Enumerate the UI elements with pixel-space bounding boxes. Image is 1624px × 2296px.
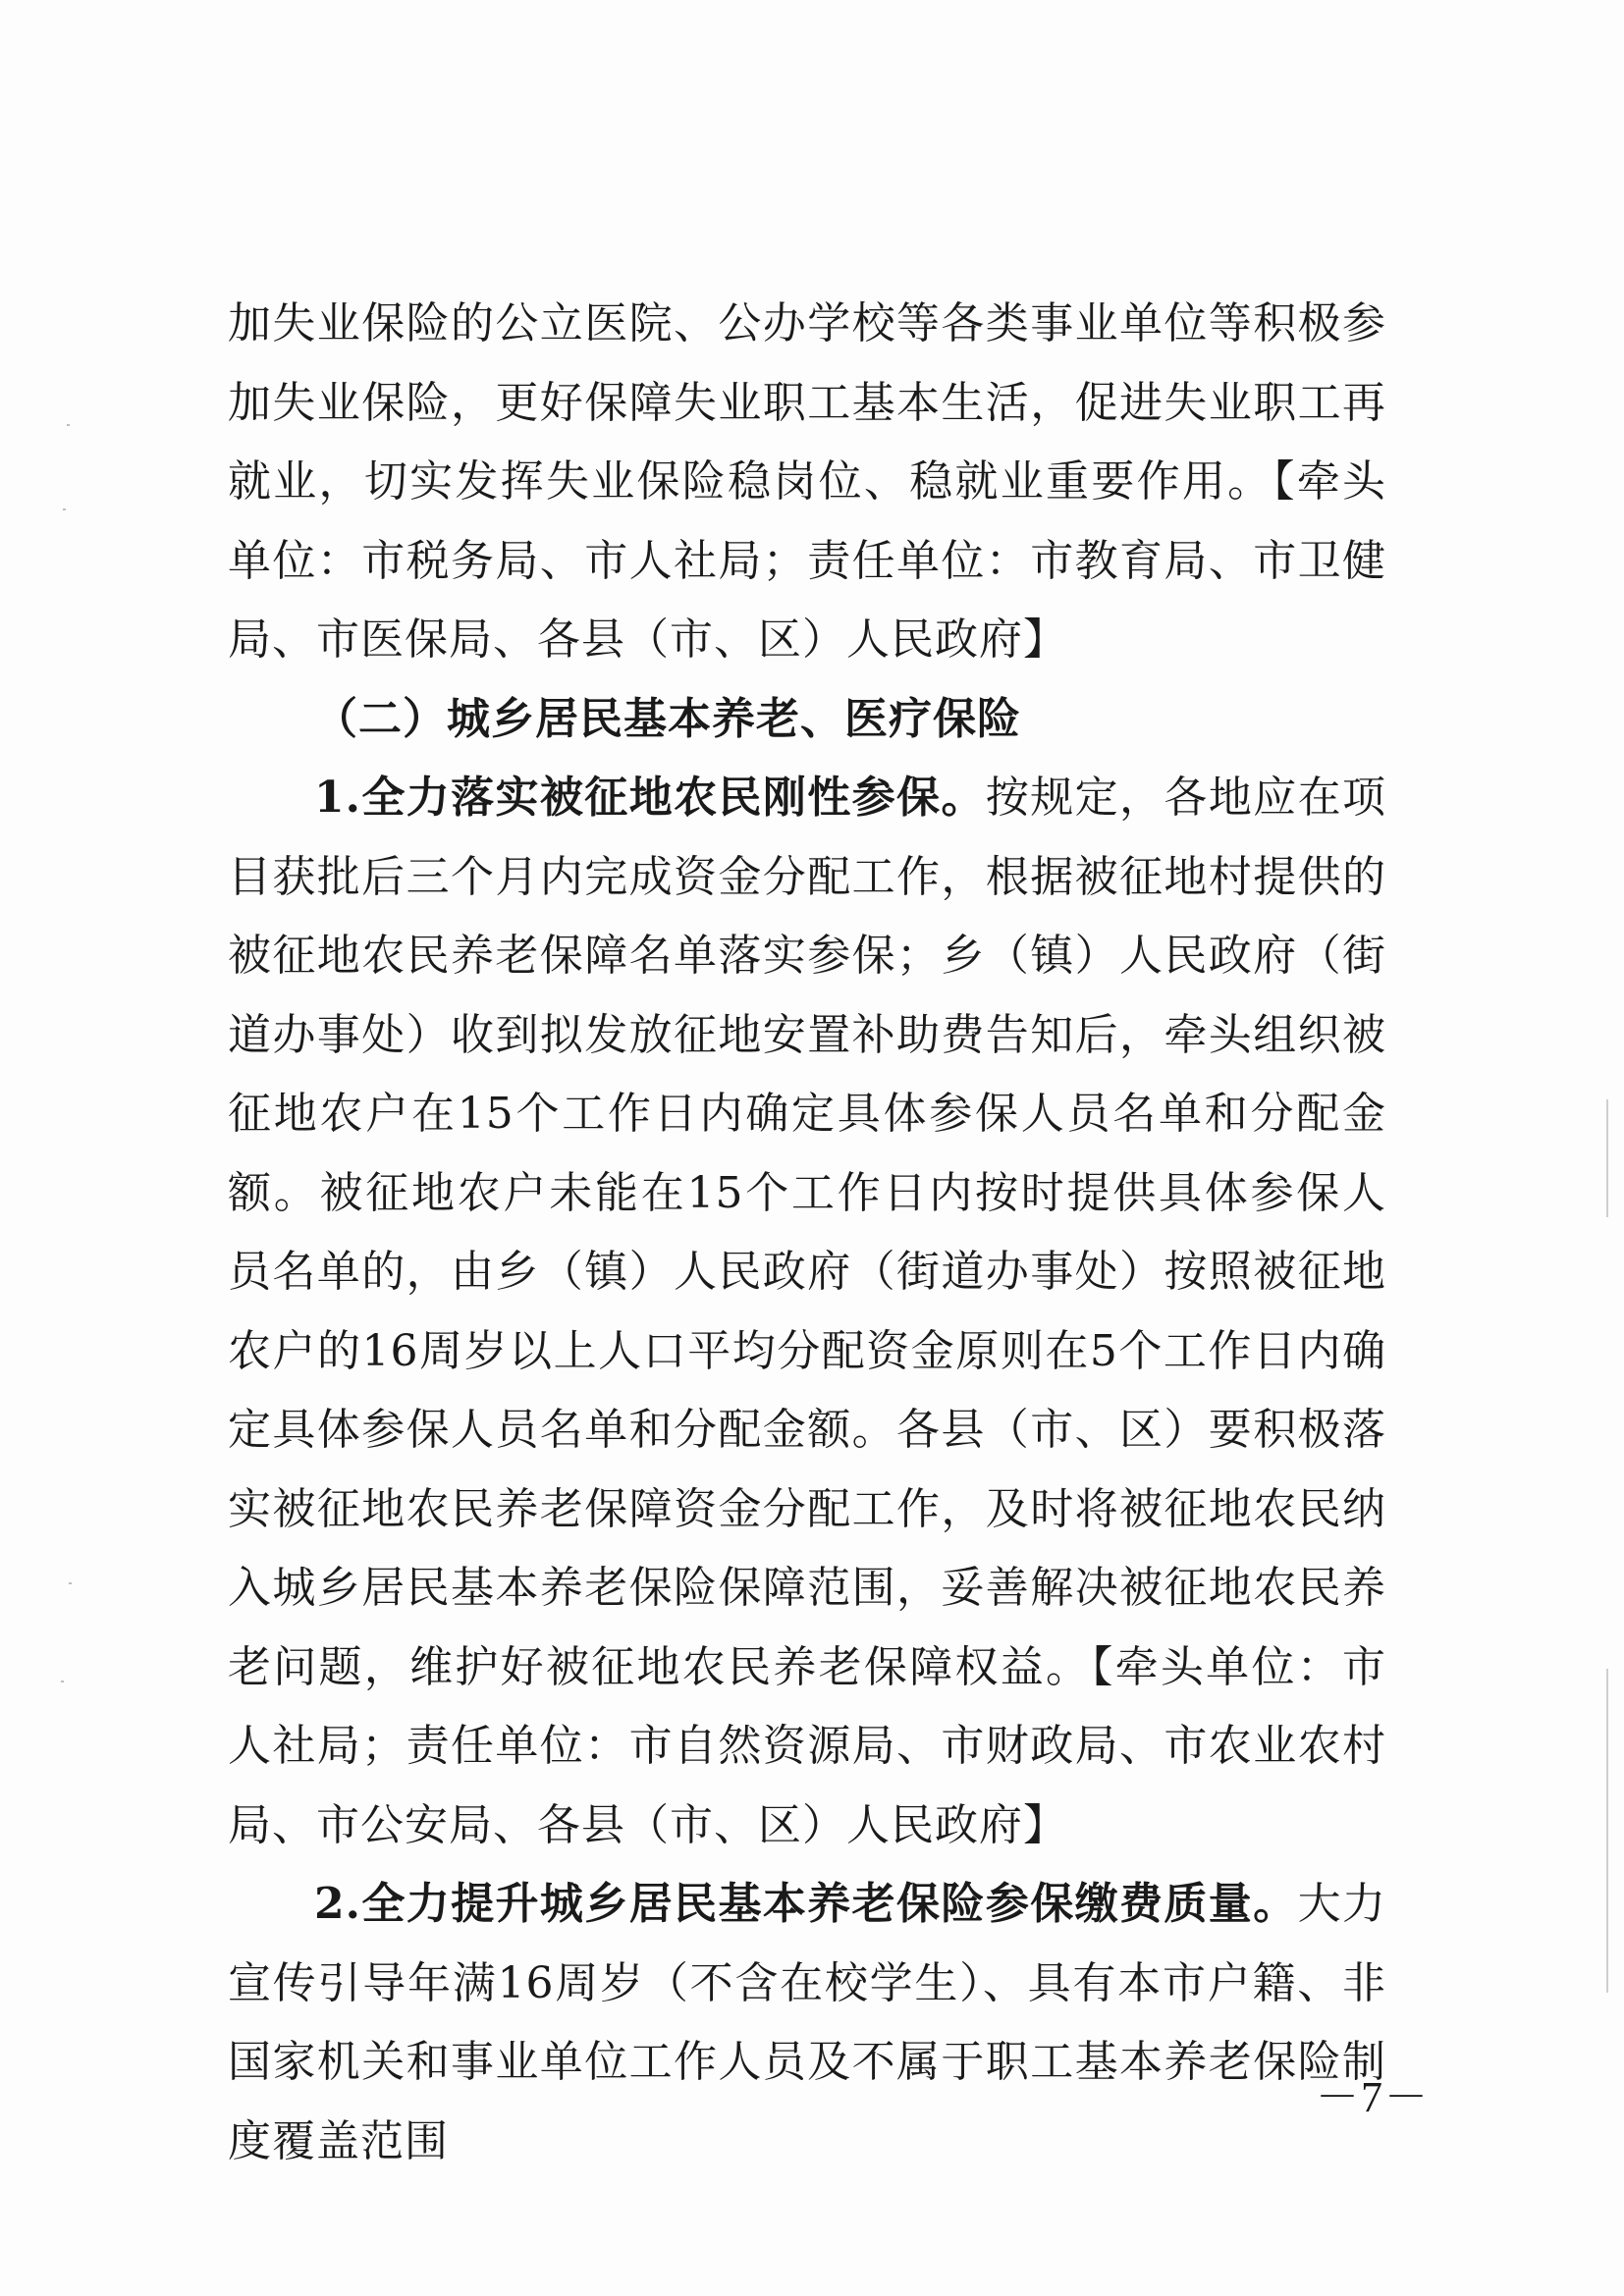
item-2-paragraph [228,1865,1386,2181]
item-1-lead: 1.全力落实被征地农民刚性参保。 [314,773,986,823]
scan-speck [63,508,66,510]
item-1-body: 按规定，各地应在项目获批后三个月内完成资金分配工作，根据被征地村提供的被征地农民养老保障名单落实参保；乡（镇）人民政府（街道办事处）收到拟发放征地安置补助费告知后，牵头组织被征地农户在15个工作日内确定具体参保人员名单和分配金额。被征地农户未能在15个工作日内按时提供具体参保人员名单的，由乡（镇）人民政府（街道办事处）按照被征地农户的16周岁以上人口平均分配资金原则在5个工作日内确定具体参保人员名单和分配金额。各县（市、区）要积极落实被征地农民养老保障资金分配工作，及时将被征地农民纳入城乡居民基本养老保险保障范围，妥善解决被征地农民养老问题，维护好被征地农民养老保障权益。【牵头单位：市人社局；责任单位：市自然资源局、市财政局、市农业农村局、市公安局、各县（市、区）人民政府】 [228,773,1386,1850]
scan-edge-line [1606,1099,1608,1217]
paragraph-continuation: 加失业保险的公立医院、公办学校等各类事业单位等积极参加失业保险，更好保障失业职工基本生活，促进失业职工再就业，切实发挥失业保险稳岗位、稳就业重要作用。【牵头单位：市税务局、市人社局；责任单位：市教育局、市卫健局、市医保局、各县（市、区）人民政府】 [228,298,1386,665]
item-2-lead: 2.全力提升城乡居民基本养老保险参保缴费质量。 [314,1879,1298,1929]
item-1-paragraph [228,759,1386,1865]
scan-speck [69,1582,72,1584]
document-body [228,285,1386,2181]
section-heading: （二）城乡居民基本养老、医疗保险 [314,693,1021,744]
scan-edge-line [1606,1669,1608,1993]
scan-speck [61,1681,64,1682]
page-number: －7－ [1316,2073,1430,2121]
scan-speck [67,424,70,426]
item-2-body: 大力宣传引导年满16周岁（不含在校学生）、具有本市户籍、非国家机关和事业单位工作人员及不属于职工基本养老保险制度覆盖范围 [228,1879,1387,2166]
